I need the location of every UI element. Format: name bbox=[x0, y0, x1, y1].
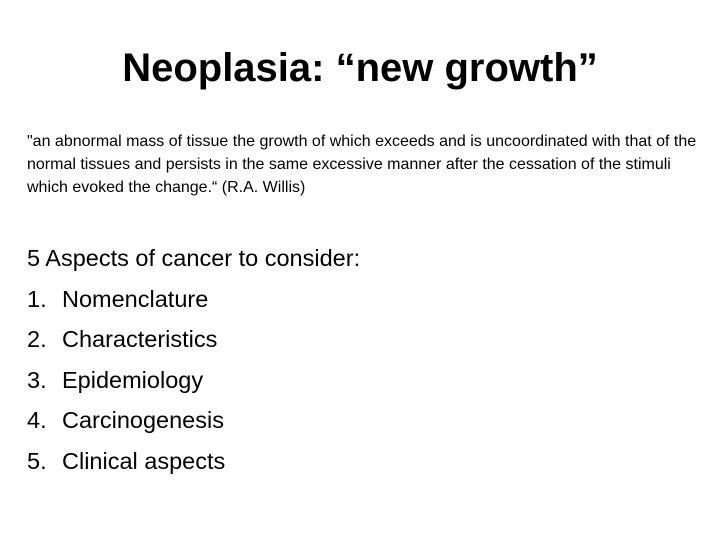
list-item-number: 3. bbox=[27, 366, 47, 393]
aspects-section bbox=[27, 238, 687, 481]
aspects-list bbox=[27, 279, 687, 482]
list-item-label: Characteristics bbox=[62, 326, 218, 352]
list-item-label: Carcinogenesis bbox=[62, 407, 224, 433]
list-item-number: 5. bbox=[27, 447, 47, 474]
definition-quote: "an abnormal mass of tissue the growth of which exceeds and is uncoordinated with that of the normal tissues and persists in the same excessive manner after the cessation of the stimuli which evoked the change.“ (R.A. Willis) bbox=[27, 133, 697, 196]
list-item bbox=[27, 400, 687, 441]
list-item bbox=[27, 441, 687, 482]
list-item-number: 2. bbox=[27, 326, 47, 352]
list-item-number: 4. bbox=[27, 407, 47, 433]
list-item bbox=[27, 360, 687, 401]
slide-title: Neoplasia: “new growth” bbox=[122, 46, 598, 90]
list-item-label: Clinical aspects bbox=[62, 447, 226, 474]
list-item bbox=[27, 319, 687, 360]
list-item-label: Epidemiology bbox=[62, 366, 204, 393]
aspects-heading: 5 Aspects of cancer to consider: bbox=[27, 245, 361, 271]
list-item-number: 1. bbox=[27, 285, 47, 312]
list-item-label: Nomenclature bbox=[62, 285, 209, 312]
list-item bbox=[27, 279, 687, 320]
